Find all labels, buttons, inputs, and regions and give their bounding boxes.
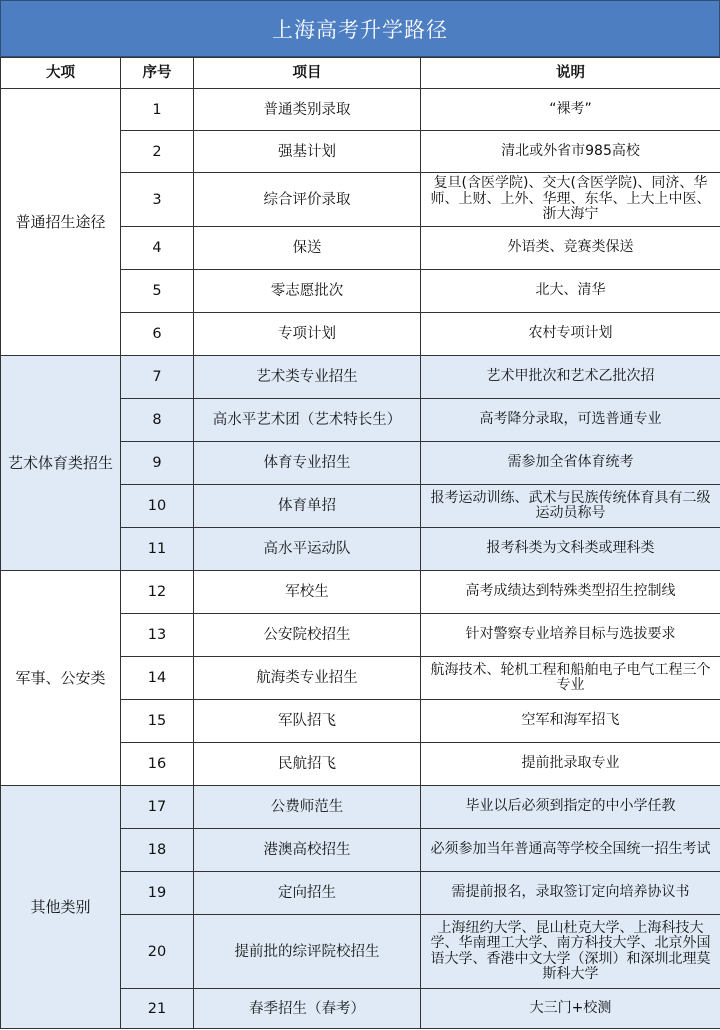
category-cell: 其他类别 — [1, 786, 121, 1029]
item-cell: 定向招生 — [194, 872, 421, 915]
number-cell: 15 — [121, 700, 194, 743]
item-cell: 春季招生（春考） — [194, 989, 421, 1029]
number-cell: 11 — [121, 528, 194, 571]
table-row — [1, 89, 720, 131]
item-cell: 专项计划 — [194, 313, 421, 356]
item-cell: 零志愿批次 — [194, 270, 421, 313]
item-cell: 体育单招 — [194, 485, 421, 528]
number-cell: 3 — [121, 173, 194, 227]
description-cell: 上海纽约大学、昆山杜克大学、上海科技大学、华南理工大学、南方科技大学、北京外国语大学、香港中文大学（深圳）和深圳北理莫斯科大学 — [421, 915, 720, 989]
number-cell: 12 — [121, 571, 194, 614]
number-cell: 14 — [121, 657, 194, 700]
category-cell: 艺术体育类招生 — [1, 356, 121, 571]
item-cell: 公安院校招生 — [194, 614, 421, 657]
number-cell: 16 — [121, 743, 194, 786]
description-cell: “裸考” — [421, 89, 720, 131]
description-cell: 高考成绩达到特殊类型招生控制线 — [421, 571, 720, 614]
category-cell: 普通招生途径 — [1, 89, 121, 356]
item-cell: 保送 — [194, 227, 421, 270]
category-cell: 军事、公安类 — [1, 571, 121, 786]
number-cell: 7 — [121, 356, 194, 399]
number-cell: 4 — [121, 227, 194, 270]
table-row — [1, 356, 720, 399]
description-cell: 需提前报名，录取签订定向培养协议书 — [421, 872, 720, 915]
description-cell: 必须参加当年普通高等学校全国统一招生考试 — [421, 829, 720, 872]
description-cell: 航海技术、轮机工程和船舶电子电气工程三个专业 — [421, 657, 720, 700]
description-cell: 提前批录取专业 — [421, 743, 720, 786]
item-cell: 军校生 — [194, 571, 421, 614]
description-cell: 复旦(含医学院)、交大(含医学院)、同济、华师、上财、上外、华理、东华、上大上中医、浙大海宁 — [421, 173, 720, 227]
number-cell: 2 — [121, 131, 194, 173]
number-cell: 10 — [121, 485, 194, 528]
description-cell: 空军和海军招飞 — [421, 700, 720, 743]
item-cell: 民航招飞 — [194, 743, 421, 786]
item-cell: 提前批的综评院校招生 — [194, 915, 421, 989]
number-cell: 19 — [121, 872, 194, 915]
description-cell: 外语类、竞赛类保送 — [421, 227, 720, 270]
table-row — [1, 571, 720, 614]
item-cell: 艺术类专业招生 — [194, 356, 421, 399]
number-cell: 17 — [121, 786, 194, 829]
description-cell: 报考运动训练、武术与民族传统体育具有二级运动员称号 — [421, 485, 720, 528]
table-body — [1, 89, 720, 1029]
header-row — [1, 58, 720, 89]
number-cell: 13 — [121, 614, 194, 657]
item-cell: 综合评价录取 — [194, 173, 421, 227]
description-cell: 艺术甲批次和艺术乙批次招 — [421, 356, 720, 399]
item-cell: 强基计划 — [194, 131, 421, 173]
item-cell: 港澳高校招生 — [194, 829, 421, 872]
number-cell: 18 — [121, 829, 194, 872]
header-description: 说明 — [421, 58, 720, 89]
description-cell: 需参加全省体育统考 — [421, 442, 720, 485]
number-cell: 5 — [121, 270, 194, 313]
description-cell: 毕业以后必须到指定的中小学任教 — [421, 786, 720, 829]
description-cell: 针对警察专业培养目标与选拔要求 — [421, 614, 720, 657]
header-category: 大项 — [1, 58, 121, 89]
description-cell: 农村专项计划 — [421, 313, 720, 356]
item-cell: 体育专业招生 — [194, 442, 421, 485]
admission-table — [0, 57, 720, 1029]
number-cell: 9 — [121, 442, 194, 485]
item-cell: 公费师范生 — [194, 786, 421, 829]
description-cell: 大三门+校测 — [421, 989, 720, 1029]
item-cell: 航海类专业招生 — [194, 657, 421, 700]
number-cell: 20 — [121, 915, 194, 989]
item-cell: 高水平运动队 — [194, 528, 421, 571]
table-row — [1, 786, 720, 829]
number-cell: 8 — [121, 399, 194, 442]
number-cell: 21 — [121, 989, 194, 1029]
item-cell: 普通类别录取 — [194, 89, 421, 131]
description-cell: 清北或外省市985高校 — [421, 131, 720, 173]
item-cell: 高水平艺术团（艺术特长生） — [194, 399, 421, 442]
description-cell: 北大、清华 — [421, 270, 720, 313]
number-cell: 1 — [121, 89, 194, 131]
header-item: 项目 — [194, 58, 421, 89]
page-title: 上海高考升学路径 — [0, 0, 720, 57]
number-cell: 6 — [121, 313, 194, 356]
item-cell: 军队招飞 — [194, 700, 421, 743]
description-cell: 报考科类为文科类或理科类 — [421, 528, 720, 571]
header-number: 序号 — [121, 58, 194, 89]
description-cell: 高考降分录取，可选普通专业 — [421, 399, 720, 442]
